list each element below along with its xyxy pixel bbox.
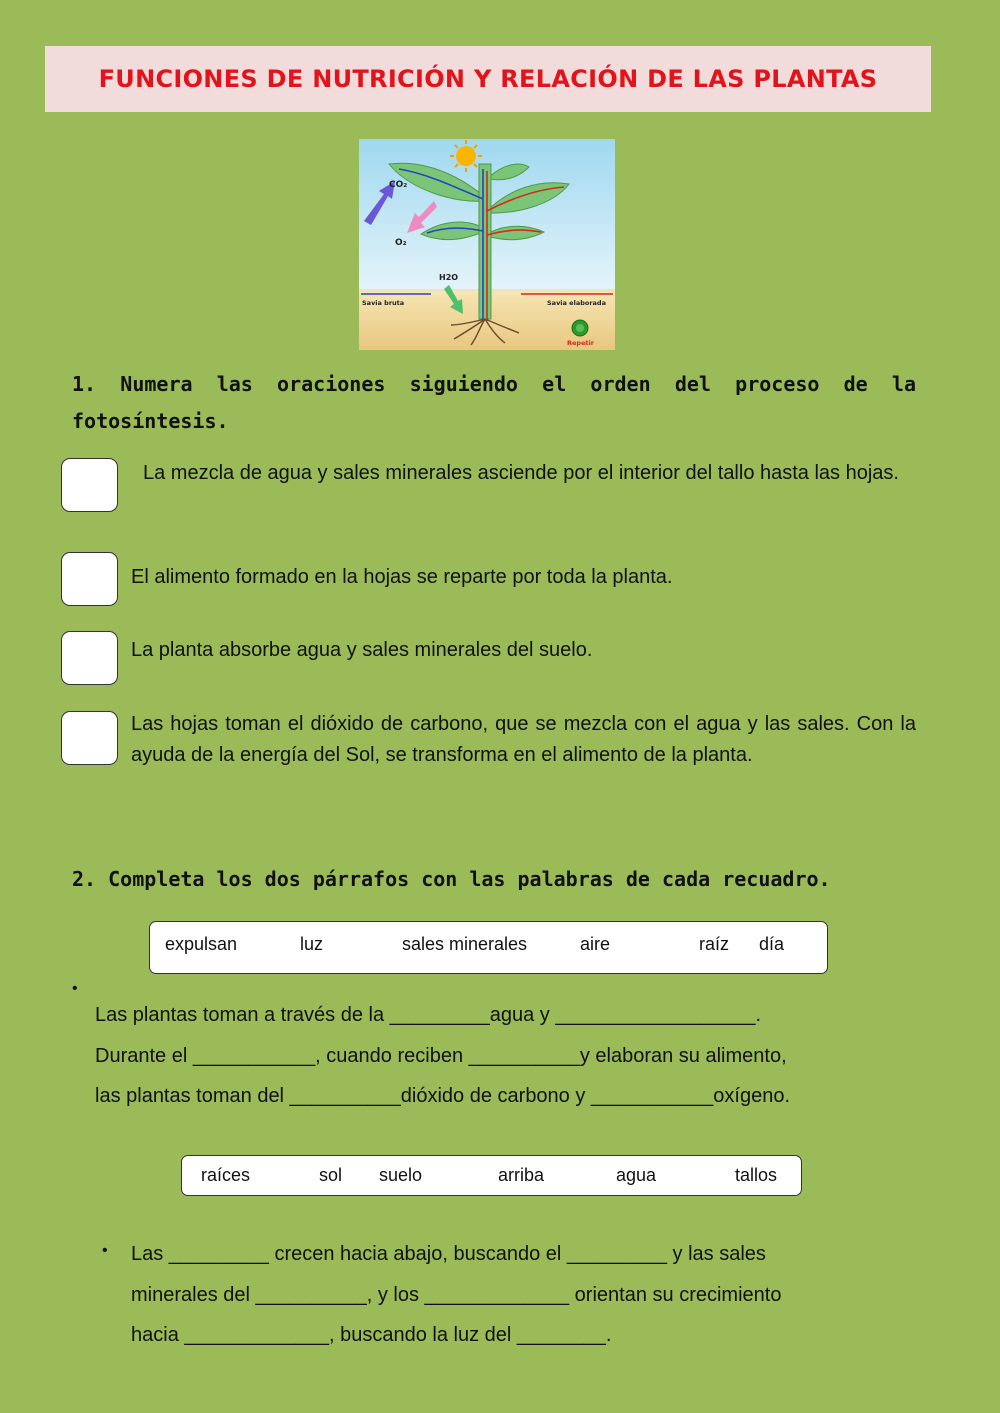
number-input-3[interactable] bbox=[61, 631, 118, 685]
word-bank-1-word: aire bbox=[580, 934, 611, 954]
section2-heading: 2. Completa los dos párrafos con las palabras de cada recuadro. bbox=[72, 867, 831, 891]
word-bank-2-word: suelo bbox=[379, 1165, 423, 1185]
word-bank-1 bbox=[149, 921, 828, 974]
paragraph-2 bbox=[131, 1234, 781, 1356]
h2o-label: H2O bbox=[439, 273, 459, 282]
title-banner bbox=[45, 46, 931, 112]
word-bank-2-word: sol bbox=[319, 1165, 343, 1185]
number-input-2[interactable] bbox=[61, 552, 118, 606]
paragraph-2-line: Las _________ crecen hacia abajo, buscando el _________ y las sales bbox=[131, 1243, 766, 1265]
word-bank-2 bbox=[181, 1155, 802, 1196]
paragraph-2-line: hacia _____________, buscando la luz del ________. bbox=[131, 1324, 612, 1346]
word-bank-1-word: luz bbox=[300, 934, 324, 954]
paragraph-1-line: las plantas toman del __________dióxido de carbono y ___________oxígeno. bbox=[95, 1085, 790, 1107]
sentence-1: La mezcla de agua y sales minerales asciende por el interior del tallo hasta las hojas. bbox=[143, 462, 899, 484]
photosynthesis-diagram bbox=[359, 139, 615, 350]
page-title: FUNCIONES DE NUTRICIÓN Y RELACIÓN DE LAS PLANTAS bbox=[98, 65, 878, 93]
repetir-label: Repetir bbox=[567, 339, 595, 347]
paragraph-2-line: minerales del __________, y los _____________ orientan su crecimiento bbox=[131, 1283, 782, 1306]
savia-bruta-label: Savia bruta bbox=[362, 299, 405, 307]
sentence-2: El alimento formado en la hojas se reparte por toda la planta. bbox=[131, 566, 673, 588]
bullet-marker: • bbox=[102, 1242, 108, 1259]
sentence-4: Las hojas toman el dióxido de carbono, que se mezcla con el agua y las sales. Con la ayuda de la energía del Sol, se transforma en el alimento de la planta. bbox=[131, 713, 916, 766]
savia-elaborada-label: Savia elaborada bbox=[547, 299, 606, 307]
word-bank-2-word: raíces bbox=[201, 1165, 251, 1185]
paragraph-1 bbox=[95, 995, 790, 1117]
section1-heading: 1. Numera las oraciones siguiendo el orden del proceso de la fotosíntesis. bbox=[72, 372, 916, 433]
word-bank-2-word: arriba bbox=[498, 1165, 545, 1185]
word-bank-2-word: agua bbox=[616, 1165, 657, 1185]
sentence-3: La planta absorbe agua y sales minerales del suelo. bbox=[131, 639, 593, 661]
bullet-marker: • bbox=[72, 980, 78, 997]
word-bank-1-word: sales minerales bbox=[402, 934, 528, 954]
word-bank-1-word: raíz bbox=[699, 934, 730, 954]
word-bank-2-word: tallos bbox=[735, 1165, 778, 1185]
paragraph-1-line: Durante el ___________, cuando reciben __________y elaboran su alimento, bbox=[95, 1044, 787, 1067]
o2-label: O₂ bbox=[395, 238, 407, 248]
number-input-4[interactable] bbox=[61, 711, 118, 765]
word-bank-1-word: expulsan bbox=[165, 934, 238, 954]
paragraph-1-line: Las plantas toman a través de la _________agua y __________________. bbox=[95, 1004, 762, 1026]
word-bank-1-word: día bbox=[759, 934, 785, 954]
number-input-1[interactable] bbox=[61, 458, 118, 512]
co2-label: CO₂ bbox=[389, 180, 408, 190]
